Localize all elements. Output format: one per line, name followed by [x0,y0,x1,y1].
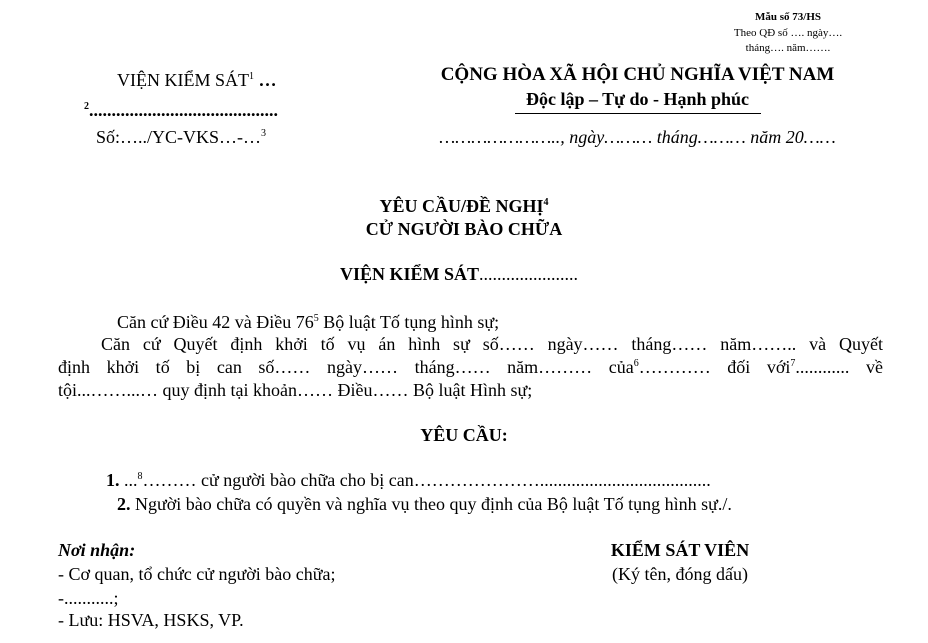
form-decision-ref: Theo QĐ số …. ngày…. [733,27,843,39]
agency-subunit-line: $^2$.......................................... [84,100,278,120]
request-heading: YÊU CẦU: [420,425,508,445]
recipient-item: - Cơ quan, tổ chức cử người bào chữa; [58,564,336,584]
document-subtitle: CỬ NGƯỜI BÀO CHỮA [365,219,563,239]
basis-paragraph-2-line-3: tội...……...… quy định tại khoản…… Điều…… Bộ luật Hình sự; [58,380,533,400]
recipient-item: -...........; [58,588,119,608]
document-number: Số:…../YC-VKS…-…$^3$ [96,127,267,147]
basis-paragraph-2-line-1: Căn cứ Quyết định khởi tố vụ án hình sự số…… ngày…… tháng…… năm…….. và Quyết [101,334,883,354]
place-and-date: ………………….., ngày……… tháng……… năm 20…… [439,127,836,147]
signature-note: (Ký tên, đóng dấu) [612,564,748,584]
motto-underline [515,113,761,114]
form-decision-date: tháng…. năm……. [745,42,831,54]
basis-paragraph-1: Căn cứ Điều 42 và Điều $76^5$ Bộ luật Tố tụng hình sự; [117,312,500,332]
recipient-item: - Lưu: HSVA, HSKS, VP. [58,610,244,630]
national-title: CỘNG HÒA XÃ HỘI CHỦ NGHĨA VIỆT NAM [440,64,835,85]
agency-name: VIỆN KIỂM SÁT$^1$ … [117,70,277,90]
national-motto: Độc lập – Tự do - Hạnh phúc [525,89,750,109]
request-item-1: 1. ...$^8$……… cử người bào chữa cho bị can…………………...................................... [106,470,711,490]
recipients-heading: Nơi nhận: [58,540,136,560]
document-title: YÊU CẦU/ĐỀ NGHỊ$^4$ [379,196,549,216]
signature-title: KIỂM SÁT VIÊN [610,540,750,560]
request-item-2: 2. Người bào chữa có quyền và nghĩa vụ theo quy định của Bộ luật Tố tụng hình sự./. [117,494,732,514]
form-number: Mẫu số 73/HS [754,11,821,23]
basis-paragraph-2-line-2: định khởi tố bị can số…… ngày…… tháng…… năm……… của$^6$………… đối với$^7$............ về [58,357,883,377]
addressing-agency: VIỆN KIỂM SÁT...................... [340,264,579,284]
